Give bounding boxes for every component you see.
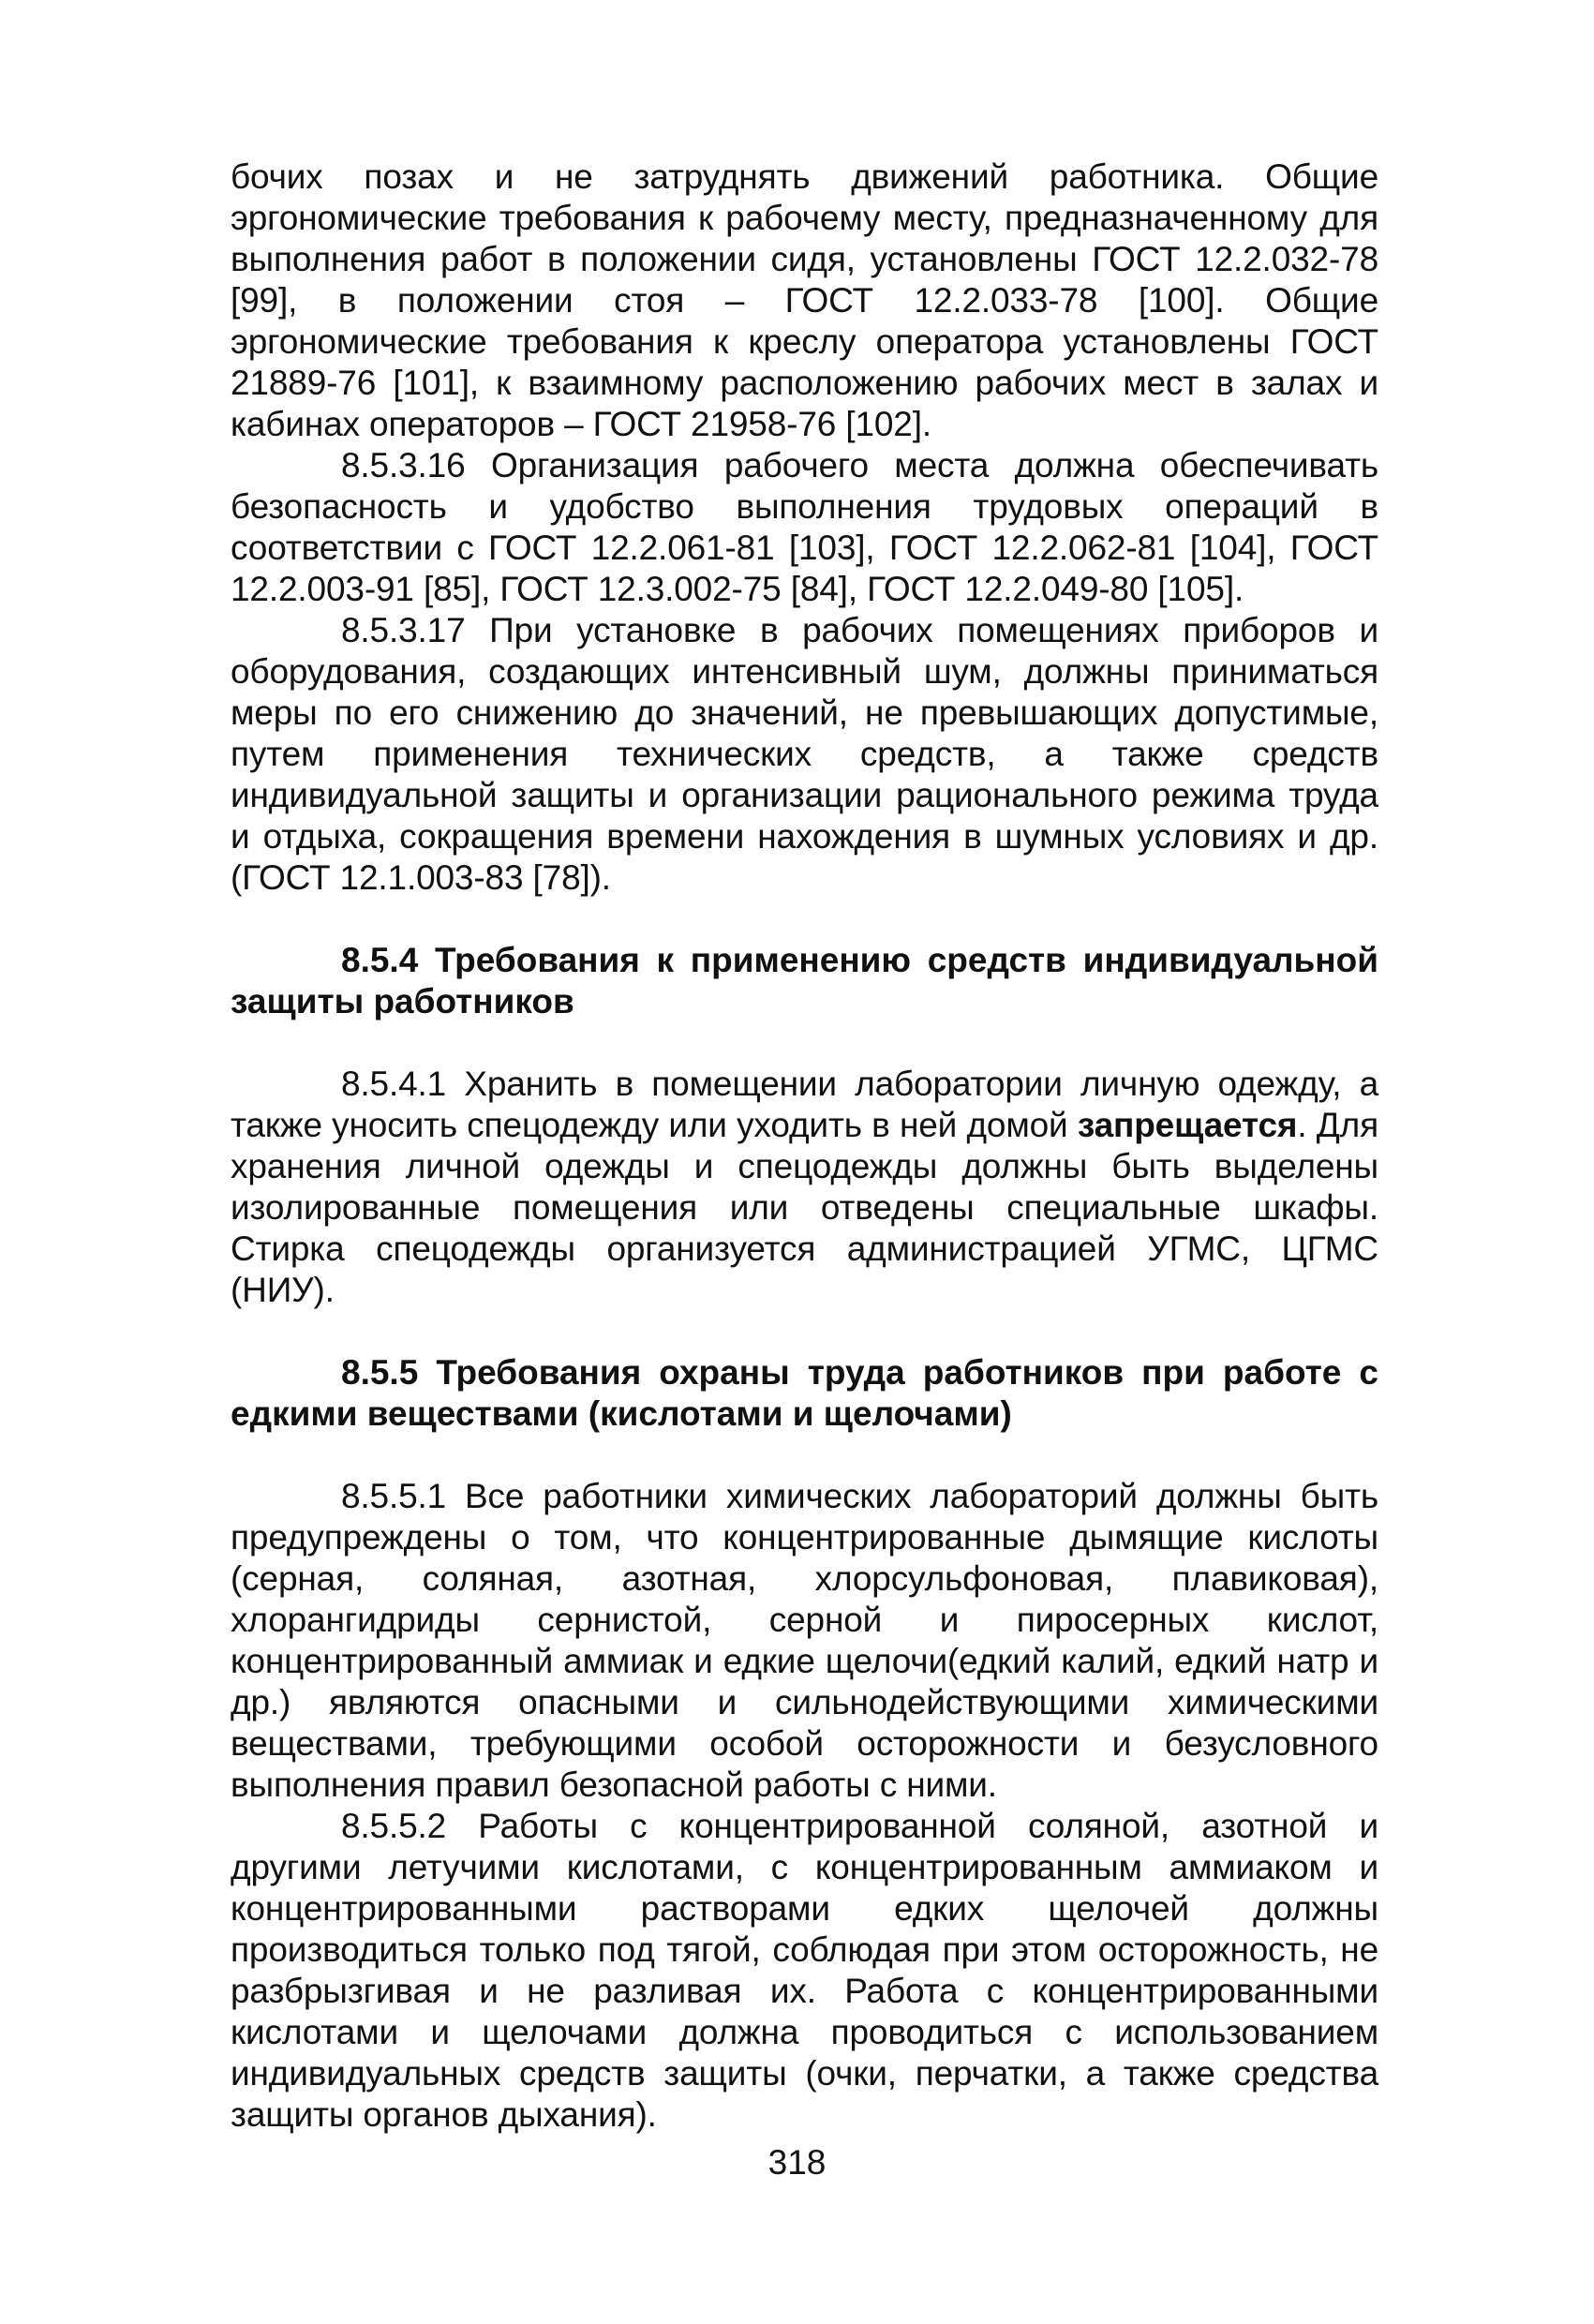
page-number: 318	[767, 2143, 827, 2182]
paragraph-8-5-4-1-text-end: . Для хранения личной одежды и спецодежды должны быть выделены изолированные помещения или отведены специальные шкафы. Стирка спецодежды организуется администрацией УГМС, ЦГМС (НИУ).	[231, 1106, 1378, 1309]
section-heading-8-5-4: 8.5.4 Требования к применению средств индивидуальной защиты работников	[231, 941, 1378, 1020]
paragraph-continuation: бочих позах и не затруднять движений работника. Общие эргономические требования к рабочему месту, предназначенному для выполнения работ в положении сидя, установлены ГОСТ 12.2.032-78 [99], в положении стоя – ГОСТ 12.2.033-78 [100]. Общие эргономические требования к креслу оператора установлены ГОСТ 21889-76 [101], к взаимному расположению рабочих мест в залах и кабинах операторов – ГОСТ 21958-76 [102].	[231, 157, 1378, 443]
paragraph-8-5-5-2: 8.5.5.2 Работы с концентрированной соляной, азотной и другими летучими кислотами, с концентрированным аммиаком и концентрированными растворами едких щелочей должны производиться только под тягой, соблюдая при этом осторожность, не разбрызгивая и не разливая их. Работа с концентрированными кислотами и щелочами должна проводиться с использованием индивидуальных средств защиты (очки, перчатки, а также средства защиты органов дыхания).	[231, 1807, 1378, 2134]
section-heading-8-5-5: 8.5.5 Требования охраны труда работников при работе с едкими веществами (кислотами и щелочами)	[231, 1353, 1378, 1433]
paragraph-8-5-3-16: 8.5.3.16 Организация рабочего места должна обеспечивать безопасность и удобство выполнения трудовых операций в соответствии с ГОСТ 12.2.061-81 [103], ГОСТ 12.2.062-81 [104], ГОСТ 12.2.003-91 [85], ГОСТ 12.3.002-75 [84], ГОСТ 12.2.049-80 [105].	[231, 446, 1378, 608]
paragraph-8-5-4-1-text-start: 8.5.4.1 Хранить в помещении лаборатории личную одежду, а также уносить спецодежду или уходить в ней домой	[231, 1065, 1378, 1144]
paragraph-8-5-3-17: 8.5.3.17 При установке в рабочих помещениях приборов и оборудования, создающих интенсивный шум, должны приниматься меры по его снижению до значений, не превышающих допустимые, путем применения технических средств, а также средств индивидуальной защиты и организации рационального режима труда и отдыха, сокращения времени нахождения в шумных условиях и др. (ГОСТ 12.1.003-83 [78]).	[231, 611, 1378, 897]
paragraph-8-5-4-1	[231, 1064, 1378, 1311]
page-content	[231, 156, 1378, 2136]
emphasis-prohibited: запрещается	[1077, 1106, 1298, 1144]
paragraph-8-5-5-1: 8.5.5.1 Все работники химических лабораторий должны быть предупреждены о том, что концентрированные дымящие кислоты (серная, соляная, азотная, хлорсульфоновая, плавиковая), хлорангидриды сернистой, серной и пиросерных кислот, концентрированный аммиак и едкие щелочи(едкий калий, едкий натр и др.) являются опасными и сильнодействующими химическими веществами, требующими особой осторожности и безусловного выполнения правил безопасной работы с ними.	[231, 1477, 1378, 1804]
